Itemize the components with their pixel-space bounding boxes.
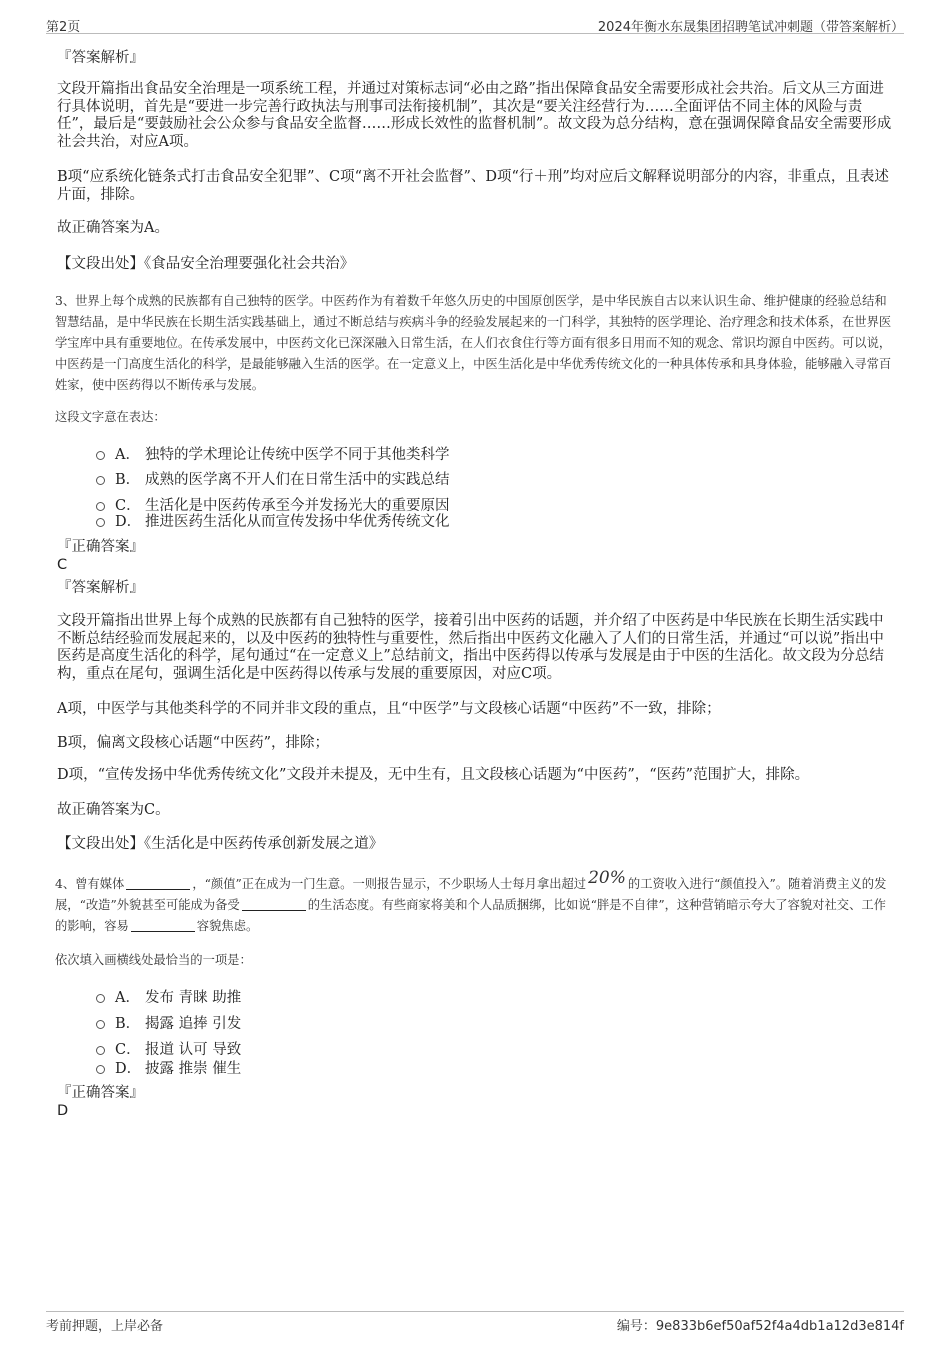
- correct-answer-label: 『正确答案』: [57, 1085, 144, 1101]
- page-number: 第2页: [46, 20, 81, 35]
- question-prompt: 这段文字意在表达：: [55, 410, 166, 424]
- answer-analysis-text: 文段开篇指出食品安全治理是一项系统工程，并通过对策标志词“必由之路”指出保障食品安全需要形成社会共治。后文从三方面进行具体说明，首先是“要进一步完善行政执法与刑事司法衔接机制”，其次是“要关注经营行为……全面评估不同主体的风险与责任”，最后是“要鼓励社会公众参与食品安全监督……形成长效性的监督机制”。故文段为总分结构，意在强调保障食品安全需要形成社会共治，对应A项。: [57, 81, 892, 150]
- answer-exclusion-a: A项，中医学与其他类科学的不同并非文段的重点，且“中医学”与文段核心话题“中医药”不一致，排除；: [57, 701, 721, 717]
- answer-conclusion: 故正确答案为C。: [57, 802, 170, 818]
- question-stem: 3、世界上每个成熟的民族都有自己独特的医学。中医药作为有着数千年悠久历史的中国原创医学，是中华民族自古以来认识生命、维护健康的经验总结和智慧结晶，是中华民族在长期生活实践基础上，通过不断总结与疾病斗争的经验发展起来的一门科学，其独特的医学理论、治疗理念和技术体系，在世界医学宝库中具有重要地位。在传承发展中，中医药文化已深深融入日常生活，在人们衣食住行等方面有很多日用而不知的观念、常识均源自中医药。可以说，中医药是一门高度生活化的科学，是最能够融入生活的医学。在一定意义上，中医生活化是中华优秀传统文化的一种具体传承和具身体验，能够融入寻常百姓家，使中医药得以不断传承与发展。: [55, 294, 892, 392]
- option-text: 生活化是中医药传承至今并发扬光大的重要原因: [145, 498, 450, 514]
- passage-source: 【文段出处】《食品安全治理要强化社会共治》: [57, 256, 355, 272]
- question-stem: [55, 868, 897, 937]
- answer-analysis-label: 『答案解析』: [57, 50, 144, 66]
- option-key: C．: [115, 498, 141, 514]
- option-a[interactable]: [96, 986, 241, 1007]
- answer-exclusion-text: B项“应系统化链条式打击食品安全犯罪”、C项“离不开社会监督”、D项“行＋刑”均对应后文解释说明部分的内容，非重点，且表述片面，排除。: [57, 169, 889, 203]
- answer-analysis-label: 『答案解析』: [57, 580, 144, 596]
- radio-icon[interactable]: [96, 451, 105, 460]
- answer-exclusion-b: B项，偏离文段核心话题“中医药”，排除；: [57, 735, 329, 751]
- stem-part: 的工资收入进行“颜值投入”。随着消费主义的发展，“改造”外貌甚至可能成为备受: [55, 877, 887, 912]
- passage-source: 【文段出处】《生活化是中医药传承创新发展之道》: [57, 836, 384, 852]
- fill-blank: [242, 898, 306, 911]
- option-a[interactable]: [96, 443, 450, 464]
- option-key: C．: [115, 1042, 141, 1058]
- correct-answer: C: [57, 557, 68, 573]
- correct-answer-label: 『正确答案』: [57, 539, 144, 555]
- radio-icon[interactable]: [96, 994, 105, 1003]
- option-key: D．: [115, 514, 142, 530]
- option-text: 披露 推崇 催生: [145, 1061, 242, 1077]
- radio-icon[interactable]: [96, 1065, 105, 1074]
- option-key: A．: [115, 447, 140, 463]
- radio-icon[interactable]: [96, 1020, 105, 1029]
- answer-exclusion-d: D项，“宣传发扬中华优秀传统文化”文段并未提及，无中生有，且文段核心话题为“中医药”，“医药”范围扩大，排除。: [57, 767, 810, 783]
- answer-conclusion: 故正确答案为A。: [57, 220, 169, 236]
- document-code-label: 编号：: [616, 1319, 656, 1334]
- question-prompt: 依次填入画横线处最恰当的一项是：: [55, 953, 252, 967]
- option-d[interactable]: [96, 510, 450, 531]
- option-text: 发布 青睐 助推: [145, 990, 242, 1006]
- fill-blank: [131, 919, 195, 932]
- option-key: D．: [115, 1061, 142, 1077]
- option-c[interactable]: [96, 1038, 241, 1059]
- option-key: A．: [115, 990, 140, 1006]
- answer-analysis-text: 文段开篇指出世界上每个成熟的民族都有自己独特的医学，接着引出中医药的话题，并介绍了中医药是中华民族在长期生活实践中不断总结经验而发展起来的，以及中医药的独特性与重要性，然后指出中医药文化融入了人们的日常生活，并通过“可以说”指出中医药是高度生活化的科学，尾句通过“在一定意义上”总结前文，指出中医药得以传承与发展是由于中医的生活化。故文段为分总结构，重点在尾句，强调生活化是中医药得以传承与发展的重要原因，对应C项。: [57, 613, 884, 682]
- radio-icon[interactable]: [96, 1046, 105, 1055]
- option-b[interactable]: [96, 1012, 241, 1033]
- option-text: 推进医药生活化从而宣传发扬中华优秀传统文化: [145, 514, 450, 530]
- footer-slogan: 考前押题，上岸必备: [46, 1319, 164, 1334]
- correct-answer: D: [57, 1103, 69, 1119]
- percentage: 20%: [588, 868, 626, 888]
- stem-part: 4、曾有媒体: [55, 877, 125, 891]
- document-code: [617, 1315, 904, 1334]
- footer-divider: [46, 1311, 904, 1312]
- option-text: 独特的学术理论让传统中医学不同于其他类科学: [145, 447, 450, 463]
- option-text: 成熟的医学离不开人们在日常生活中的实践总结: [145, 472, 450, 488]
- stem-part: 的生活态度。有些商家将美和个人品质捆绑，比如说“胖是不自律”，这种营销暗示夸大了容貌对社交、工作的影响，容易: [55, 898, 886, 933]
- radio-icon[interactable]: [96, 476, 105, 485]
- fill-blank: [126, 877, 190, 890]
- option-key: B．: [115, 1016, 141, 1032]
- radio-icon[interactable]: [96, 518, 105, 527]
- option-d[interactable]: [96, 1057, 241, 1078]
- option-key: B．: [115, 472, 141, 488]
- option-text: 报道 认可 导致: [145, 1042, 242, 1058]
- stem-part: 容貌焦虑。: [196, 919, 259, 933]
- option-b[interactable]: [96, 468, 450, 489]
- document-code-value: 9e833b6ef50af52f4a4db1a12d3e814f: [655, 1319, 904, 1334]
- header-divider: [46, 33, 904, 34]
- stem-part: ，“颜值”正在成为一门生意。一则报告显示，不少职场人士每月拿出超过: [192, 877, 587, 891]
- option-text: 揭露 追捧 引发: [145, 1016, 242, 1032]
- document-title: 2024年衡水东晟集团招聘笔试冲刺题（带答案解析）: [597, 20, 904, 35]
